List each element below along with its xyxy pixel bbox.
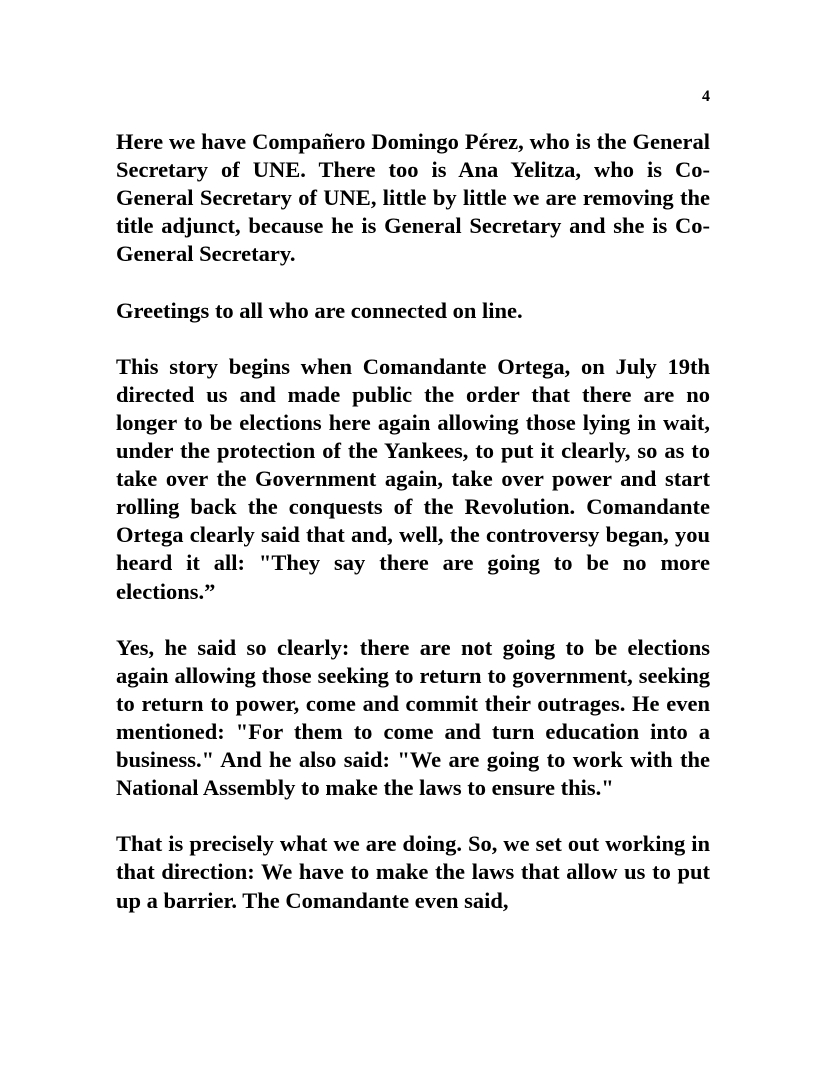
paragraph-5: That is precisely what we are doing. So, we set out working in that direction: We have to make the laws that allow us to put up a barrier. The Comandante even said, [116,831,710,913]
paragraph-3: This story begins when Comandante Ortega, on July 19th directed us and made public the order that there are no longer to be elections here again allowing those lying in wait, under the protection of the Yankees, to put it clearly, so as to take over the Government again, take over power and start rolling back the conquests of the Revolution. Comandante Ortega clearly said that and, well, the controversy began, you heard it all: "They say there are going to be no more elections.” [116,353,710,604]
paragraph-1: Here we have Compañero Domingo Pérez, who is the General Secretary of UNE. There too is Ana Yelitza, who is Co- General Secretary of UNE, little by little we are removing the title adjunct, because he is General Secretary and she is Co- General Secretary. [116,129,710,267]
document-body [116,128,710,943]
paragraph-2: Greetings to all who are connected on line. [116,297,523,323]
page-number: 4 [702,88,710,105]
paragraph-4: Yes, he said so clearly: there are not going to be elections again allowing those seeking to return to government, seeking to return to power, come and commit their outrages. He even mentioned: "For them to come and turn education into a business." And he also said: "We are going to work with the National Assembly to make the laws to ensure this." [116,634,710,801]
